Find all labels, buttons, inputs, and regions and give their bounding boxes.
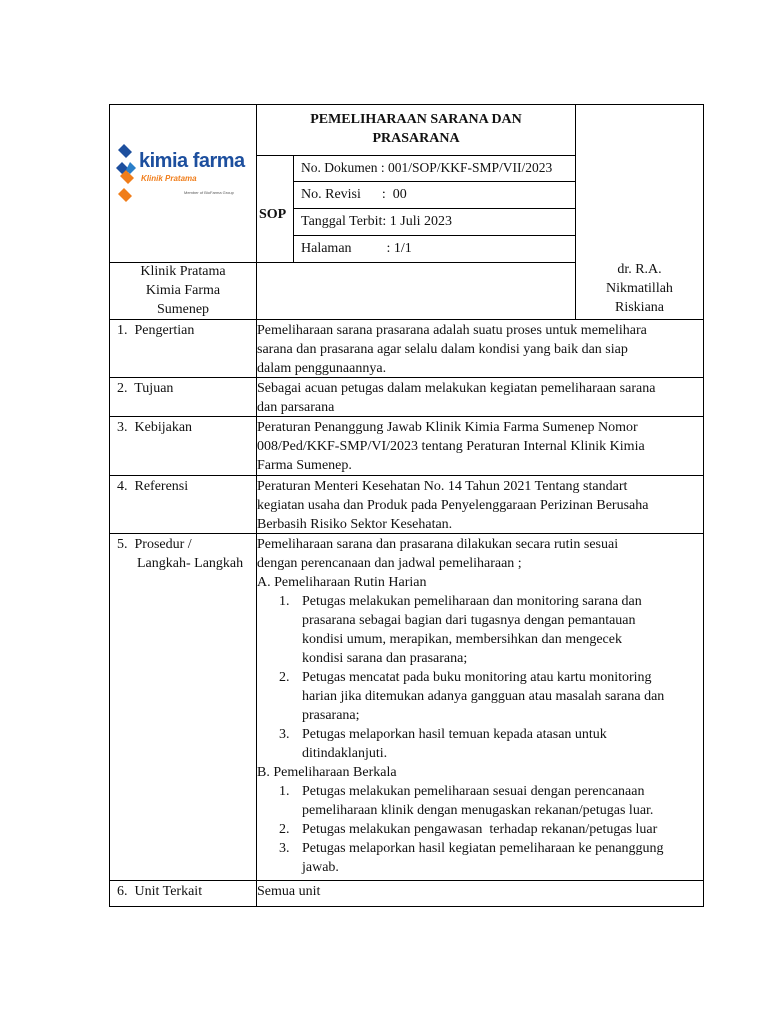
row-pengertian-text bbox=[257, 321, 702, 378]
item-line: Petugas melakukan pemeliharaan sesuai dengan perencanaan bbox=[302, 784, 645, 799]
item-line: jawab. bbox=[302, 860, 339, 875]
logo-sub: Klinik Pratama bbox=[141, 174, 197, 183]
item-line: harian jika ditemukan adanya gangguan atau masalah sarana dan bbox=[302, 689, 665, 704]
text-line: sarana dan prasarana agar selalu dalam kondisi yang baik dan siap bbox=[257, 342, 628, 357]
list-item bbox=[279, 782, 702, 820]
kimia-farma-logo bbox=[114, 140, 254, 204]
item-line: pemeliharaan klinik dengan menugaskan rekanan/petugas luar. bbox=[302, 803, 654, 818]
row-number: 2. bbox=[117, 381, 128, 396]
section-b-heading: B. Pemeliharaan Berkala bbox=[257, 765, 397, 780]
row-unit-label bbox=[117, 882, 202, 901]
row-referensi-label bbox=[117, 477, 188, 496]
rev-bottom bbox=[293, 208, 576, 209]
row-prosedur-label bbox=[117, 535, 243, 573]
row5-bottom bbox=[109, 880, 704, 881]
item-line: kondisi sarana dan prasarana; bbox=[302, 651, 468, 666]
section-a-heading: A. Pemeliharaan Rutin Harian bbox=[257, 575, 427, 590]
section-b-list bbox=[279, 782, 702, 877]
item-line: Petugas melakukan pengawasan terhadap rekanan/petugas luar bbox=[302, 822, 658, 837]
item-line: kondisi umum, merapikan, membersihkan dan mengecek bbox=[302, 632, 622, 647]
list-item bbox=[279, 592, 702, 668]
list-item bbox=[279, 839, 702, 877]
border-left bbox=[109, 104, 110, 907]
text-line: Peraturan Menteri Kesehatan No. 14 Tahun 2021 Tentang standart bbox=[257, 479, 628, 494]
title-bottom bbox=[256, 155, 576, 156]
item-line: Petugas melaporkan hasil kegiatan pemeliharaan ke penanggung bbox=[302, 841, 664, 856]
signer-line3: Riskiana bbox=[615, 300, 664, 315]
no-dokumen: No. Dokumen : 001/SOP/KKF-SMP/VII/2023 bbox=[301, 160, 553, 175]
row-tujuan-text bbox=[257, 379, 702, 417]
clinic-line2: Kimia Farma bbox=[145, 283, 221, 298]
row-referensi-text bbox=[257, 477, 702, 534]
row-label-line2: Langkah- Langkah bbox=[137, 556, 244, 571]
item-number: 3. bbox=[279, 841, 290, 856]
text-line: Berbasih Risiko Sektor Kesehatan. bbox=[257, 517, 453, 532]
text-line: 008/Ped/KKF-SMP/VI/2023 tentang Peraturan Internal Klinik Kimia bbox=[257, 439, 645, 454]
item-line: prasarana sebagai bagian dari tugasnya dengan pemantauan bbox=[302, 613, 636, 628]
border-top bbox=[109, 104, 704, 105]
list-item bbox=[279, 668, 702, 725]
clinic-line1: Klinik Pratama bbox=[140, 264, 226, 279]
clinic-name bbox=[110, 262, 256, 319]
list-item bbox=[279, 725, 702, 763]
item-line: prasarana; bbox=[302, 708, 360, 723]
row-label: Unit Terkait bbox=[134, 884, 203, 899]
signer-line2: Nikmatillah bbox=[606, 281, 673, 296]
text-line: dalam penggunaannya. bbox=[257, 361, 387, 376]
doc-title-line1: PEMELIHARAAN SARANA DAN bbox=[310, 112, 522, 127]
row-number: 6. bbox=[117, 884, 128, 899]
item-line: Petugas mencatat pada buku monitoring atau kartu monitoring bbox=[302, 670, 652, 685]
text-line: Pemeliharaan sarana prasarana adalah suatu proses untuk memelihara bbox=[257, 323, 647, 338]
row-kebijakan-text bbox=[257, 418, 702, 475]
row-label-line1: Prosedur / bbox=[134, 537, 192, 552]
signer-line1: dr. R.A. bbox=[617, 262, 662, 277]
doc-title bbox=[257, 110, 575, 148]
header-bottom bbox=[109, 319, 704, 320]
text-line: Farma Sumenep. bbox=[257, 458, 352, 473]
intro-line: dengan perencanaan dan jadwal pemeliharaan ; bbox=[257, 556, 522, 571]
row-kebijakan-label bbox=[117, 418, 192, 437]
row-prosedur-text bbox=[257, 535, 702, 877]
section-a-list bbox=[279, 592, 702, 763]
row3-bottom bbox=[109, 475, 704, 476]
item-number: 3. bbox=[279, 727, 290, 742]
tanggal-terbit: Tanggal Terbit: 1 Juli 2023 bbox=[301, 214, 452, 229]
row-number: 4. bbox=[117, 479, 128, 494]
row-label: Tujuan bbox=[134, 381, 174, 396]
sop-label: SOP bbox=[259, 207, 287, 222]
row-pengertian-label bbox=[117, 321, 194, 340]
item-line: ditindaklanjuti. bbox=[302, 746, 388, 761]
row-tujuan-label bbox=[117, 379, 173, 398]
row-number: 1. bbox=[117, 323, 128, 338]
text-line: Sebagai acuan petugas dalam melakukan kegiatan pemeliharaan sarana bbox=[257, 381, 656, 396]
item-line: Petugas melaporkan hasil temuan kepada atasan untuk bbox=[302, 727, 607, 742]
border-right bbox=[703, 104, 704, 907]
item-line: Petugas melakukan pemeliharaan dan monitoring sarana dan bbox=[302, 594, 642, 609]
row-number: 5. bbox=[117, 537, 128, 552]
text-line: Peraturan Penanggung Jawab Klinik Kimia Farma Sumenep Nomor bbox=[257, 420, 638, 435]
row-label: Kebijakan bbox=[134, 420, 193, 435]
text-line: dan parsarana bbox=[257, 400, 335, 415]
list-item bbox=[279, 820, 702, 839]
text-line: kegiatan usaha dan Produk pada Penyelenggaraan Perizinan Berusaha bbox=[257, 498, 649, 513]
clinic-line3: Sumenep bbox=[156, 302, 210, 317]
border-bottom bbox=[109, 906, 704, 907]
row-unit-text: Semua unit bbox=[257, 884, 321, 899]
row-label: Referensi bbox=[134, 479, 189, 494]
logo-brand: kimia farma bbox=[139, 150, 245, 172]
row-number: 3. bbox=[117, 420, 128, 435]
item-number: 2. bbox=[279, 670, 290, 685]
doc-bottom bbox=[293, 181, 576, 182]
item-number: 1. bbox=[279, 594, 290, 609]
row-label: Pengertian bbox=[134, 323, 195, 338]
item-number: 1. bbox=[279, 784, 290, 799]
no-revisi: No. Revisi : 00 bbox=[301, 187, 407, 202]
doc-title-line2: PRASARANA bbox=[372, 131, 460, 146]
intro-line: Pemeliharaan sarana dan prasarana dilakukan secara rutin sesuai bbox=[257, 537, 619, 552]
signer-name bbox=[576, 260, 703, 317]
item-number: 2. bbox=[279, 822, 290, 837]
logo-tagline: Member of BioFarma Group bbox=[184, 190, 234, 195]
halaman: Halaman : 1/1 bbox=[301, 241, 412, 256]
date-bottom bbox=[293, 235, 576, 236]
